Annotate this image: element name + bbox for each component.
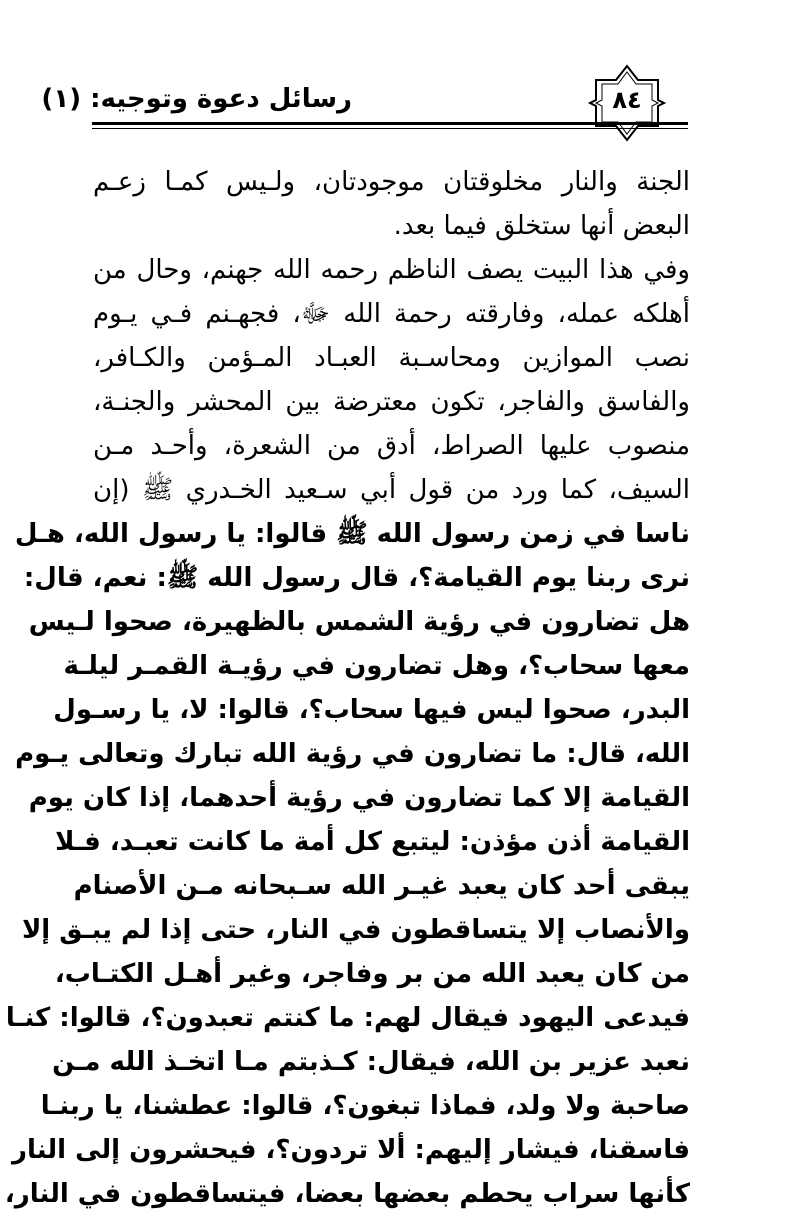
header-rule-thin bbox=[92, 128, 688, 129]
hadith-line: من كان يعبد الله من بر وفاجر، وغير أهـل الكتـاب، bbox=[54, 959, 690, 989]
page-header bbox=[41, 78, 688, 128]
hadith-line: والأنصاب إلا يتساقطون في النار، حتى إذا لم يبـق إلا bbox=[21, 915, 690, 945]
page-number: ٨٤ bbox=[612, 86, 642, 114]
text-line: السيف، كما ورد من قول أبي سـعيد الخـدري ﷺ (إن bbox=[93, 475, 690, 505]
hadith-line: صاحبة ولا ولد، فماذا تبغون؟، قالوا: عطشنا، يا ربنـا bbox=[40, 1091, 690, 1121]
text-line: والفاسق والفاجر، تكون معترضة بين المحشر والجنـة، bbox=[93, 387, 690, 417]
body-text bbox=[4, 160, 690, 1216]
page-number-badge bbox=[588, 64, 666, 142]
hadith-line: الله، قال: ما تضارون في رؤية الله تبارك وتعالى يـوم bbox=[15, 739, 690, 769]
hadith-line: كأنها سراب يحطم بعضها بعضا، فيتساقطون في النار، bbox=[4, 1179, 690, 1209]
hadith-line: فيدعى اليهود فيقال لهم: ما كنتم تعبدون؟، قالوا: كنـا bbox=[5, 1003, 690, 1033]
header-rule-thick bbox=[92, 122, 688, 125]
text-line: أهلكه عمله، وفارقته رحمة الله ﷻ، فجهـنم فـي يـوم bbox=[93, 299, 690, 329]
hadith-line: يبقى أحد كان يعبد غيـر الله سـبحانه مـن الأصنام bbox=[73, 871, 690, 901]
hadith-line: نرى ربنا يوم القيامة؟، قال رسول الله ﷺ: نعم، قال: bbox=[23, 563, 690, 593]
text-line: وفي هذا البيت يصف الناظم رحمه الله جهنم، وحال من bbox=[93, 255, 690, 285]
hadith-line: القيامة أذن مؤذن: ليتبع كل أمة ما كانت تعبـد، فـلا bbox=[55, 827, 690, 857]
text-line: البعض أنها ستخلق فيما بعد. bbox=[393, 211, 690, 241]
running-title: رسائل دعوة وتوجيه: (١) bbox=[41, 84, 352, 114]
text-line: نصب الموازين ومحاسـبة العبـاد المـؤمن والكـافر، bbox=[93, 343, 690, 373]
text-line: منصوب عليها الصراط، أدق من الشعرة، وأحـد مـن bbox=[93, 431, 690, 461]
hadith-line: نعبد عزير بن الله، فيقال: كـذبتم مـا اتخـذ الله مـن bbox=[52, 1047, 690, 1077]
text-line: الجنة والنار مخلوقتان موجودتان، ولـيس كمـا زعـم bbox=[93, 167, 690, 197]
hadith-line: ناسا في زمن رسول الله ﷺ قالوا: يا رسول الله، هـل bbox=[14, 519, 690, 549]
hadith-line: فاسقنا، فيشار إليهم: ألا تردون؟، فيحشرون إلى النار bbox=[12, 1135, 690, 1165]
hadith-line: معها سحاب؟، وهل تضارون في رؤيـة القمـر ليلـة bbox=[63, 651, 690, 681]
hadith-line: هل تضارون في رؤية الشمس بالظهيرة، صحوا لـيس bbox=[28, 607, 690, 637]
hadith-line: البدر، صحوا ليس فيها سحاب؟، قالوا: لا، يا رسـول bbox=[53, 695, 690, 725]
hadith-line: القيامة إلا كما تضارون في رؤية أحدهما، إذا كان يوم bbox=[28, 783, 690, 813]
